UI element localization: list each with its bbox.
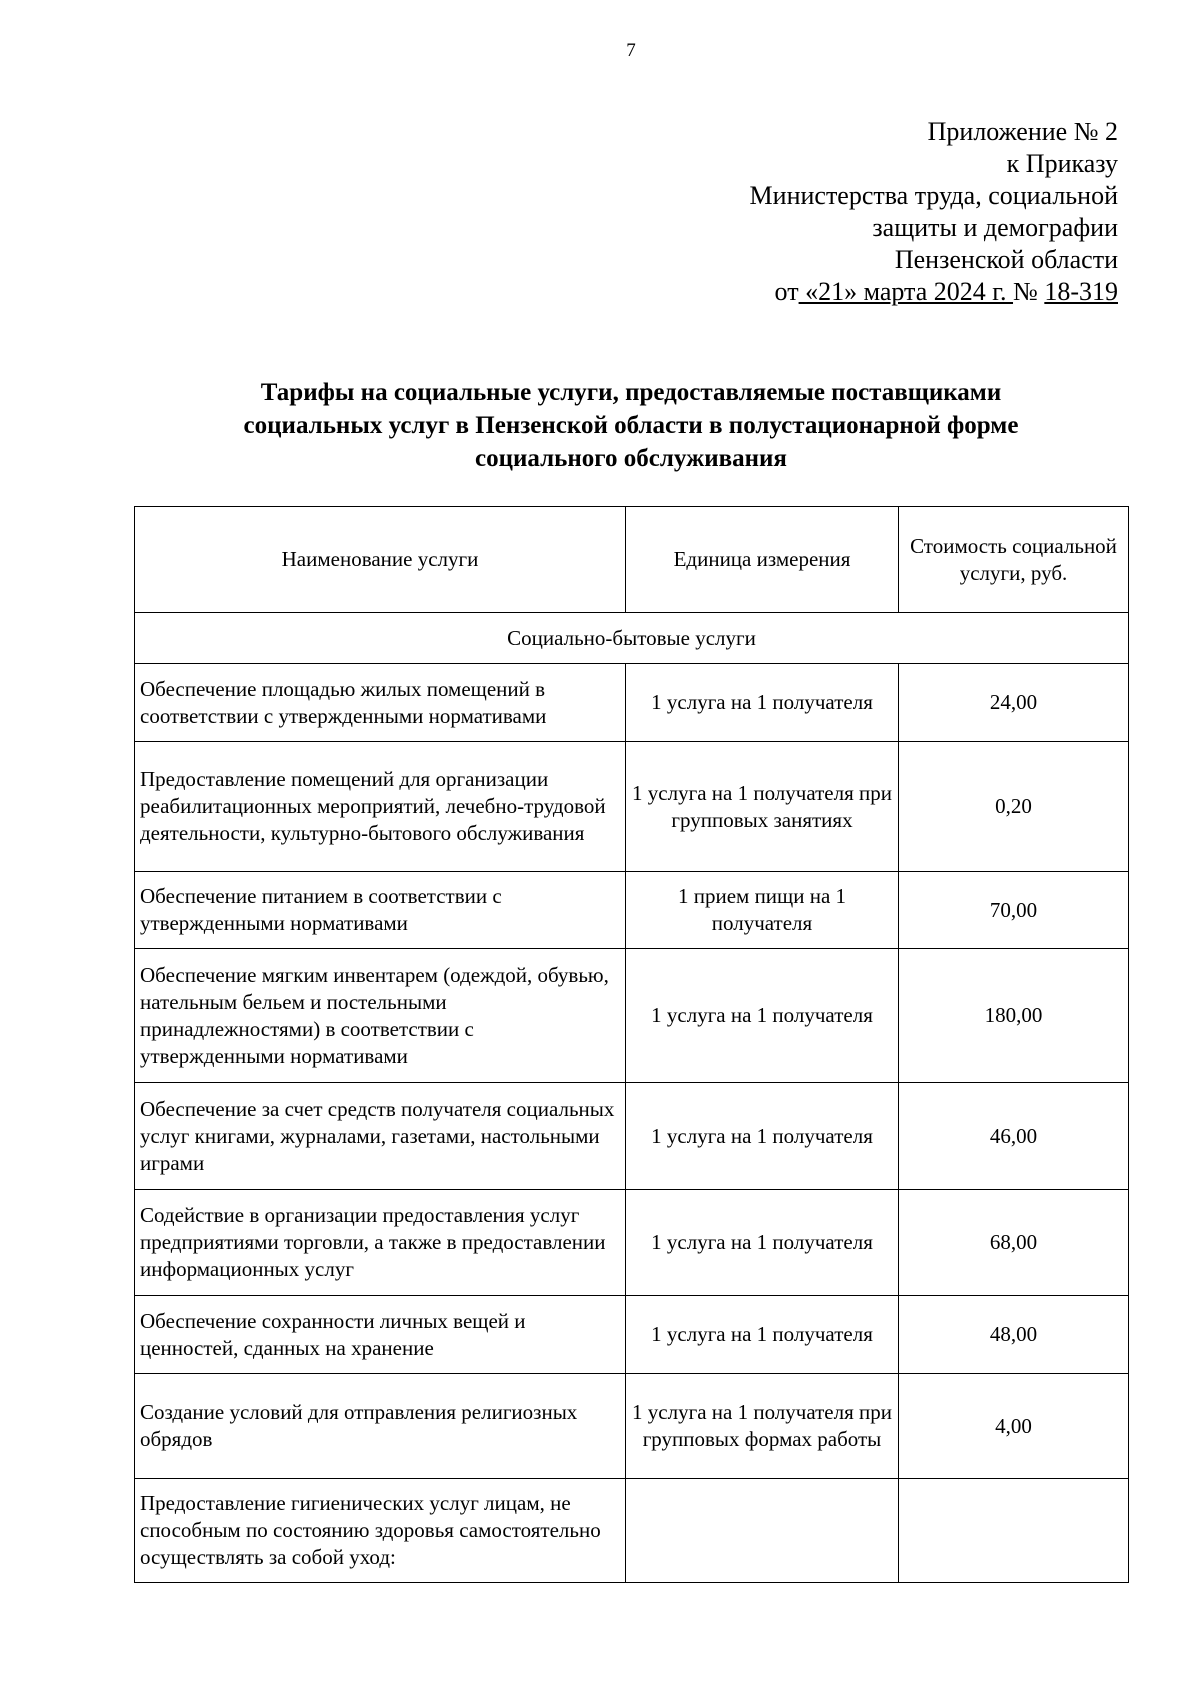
- table-row: [135, 1479, 1129, 1583]
- page-number: 7: [626, 40, 636, 61]
- service-name: Предоставление помещений для организации реабилитационных мероприятий, лечебно-трудовой деятельности, культурно-бытового обслуживания: [135, 742, 626, 872]
- appendix-line-2: к Приказу: [1006, 149, 1118, 178]
- service-name: Обеспечение питанием в соответствии с утвержденными нормативами: [135, 872, 626, 949]
- service-name: Обеспечение мягким инвентарем (одеждой, обувью, нательным бельем и постельными принадлежностями) в соответствии с утвержденными нормативами: [135, 949, 626, 1083]
- service-name: Содействие в организации предоставления услуг предприятиями торговли, а также в предоставлении информационных услуг: [135, 1190, 626, 1296]
- table-row: [135, 949, 1129, 1083]
- table-row: [135, 1083, 1129, 1190]
- service-name: Обеспечение площадью жилых помещений в соответствии с утвержденными нормативами: [135, 664, 626, 742]
- service-unit: 1 услуга на 1 получателя при групповых занятиях: [626, 742, 899, 872]
- header-unit: Единица измерения: [626, 507, 899, 613]
- service-unit: 1 услуга на 1 получателя при групповых формах работы: [626, 1374, 899, 1479]
- service-unit: 1 услуга на 1 получателя: [626, 1083, 899, 1190]
- service-price: 70,00: [899, 872, 1129, 949]
- appendix-line-4: защиты и демографии: [872, 213, 1118, 242]
- service-price: 180,00: [899, 949, 1129, 1083]
- appendix-line-3: Министерства труда, социальной: [749, 181, 1118, 210]
- service-unit: 1 прием пищи на 1 получателя: [626, 872, 899, 949]
- appendix-line-1: Приложение № 2: [927, 117, 1118, 146]
- table-row: [135, 664, 1129, 742]
- service-price: 0,20: [899, 742, 1129, 872]
- service-name: Предоставление гигиенических услуг лицам, не способным по состоянию здоровья самостоятельно осуществлять за собой уход:: [135, 1479, 626, 1583]
- table-row: [135, 742, 1129, 872]
- title-line-2: социальных услуг в Пензенской области в полустационарной форме: [243, 412, 1019, 439]
- service-unit: 1 услуга на 1 получателя: [626, 664, 899, 742]
- tariffs-table: [134, 506, 1129, 1583]
- header-price: Стоимость социальной услуги, руб.: [899, 507, 1129, 613]
- service-unit: 1 услуга на 1 получателя: [626, 1296, 899, 1374]
- section-row: [135, 613, 1129, 664]
- table-row: [135, 872, 1129, 949]
- service-unit: 1 услуга на 1 получателя: [626, 1190, 899, 1296]
- date-prefix: от: [774, 277, 799, 306]
- service-price: 4,00: [899, 1374, 1129, 1479]
- order-number: 18-319: [1044, 277, 1118, 306]
- appendix-date-line: [750, 276, 1118, 308]
- appendix-header: [750, 116, 1118, 308]
- service-price: 46,00: [899, 1083, 1129, 1190]
- document-title: [100, 376, 1162, 475]
- title-line-3: социального обслуживания: [475, 445, 787, 472]
- title-line-1: Тарифы на социальные услуги, предоставляемые поставщиками: [260, 379, 1002, 406]
- appendix-line-5: Пензенской области: [894, 245, 1118, 274]
- service-name: Создание условий для отправления религиозных обрядов: [135, 1374, 626, 1479]
- service-price: [899, 1479, 1129, 1583]
- header-service-name: Наименование услуги: [135, 507, 626, 613]
- order-date: «21» марта 2024 г.: [798, 277, 1014, 306]
- service-unit: 1 услуга на 1 получателя: [626, 949, 899, 1083]
- table-header-row: [135, 507, 1129, 613]
- service-name: Обеспечение за счет средств получателя социальных услуг книгами, журналами, газетами, настольными играми: [135, 1083, 626, 1190]
- table-row: [135, 1190, 1129, 1296]
- table-row: [135, 1374, 1129, 1479]
- service-name: Обеспечение сохранности личных вещей и ценностей, сданных на хранение: [135, 1296, 626, 1374]
- table-row: [135, 1296, 1129, 1374]
- section-title: Социально-бытовые услуги: [135, 613, 1129, 664]
- service-price: 68,00: [899, 1190, 1129, 1296]
- number-prefix: №: [1013, 277, 1045, 306]
- service-price: 24,00: [899, 664, 1129, 742]
- service-price: 48,00: [899, 1296, 1129, 1374]
- service-unit: [626, 1479, 899, 1583]
